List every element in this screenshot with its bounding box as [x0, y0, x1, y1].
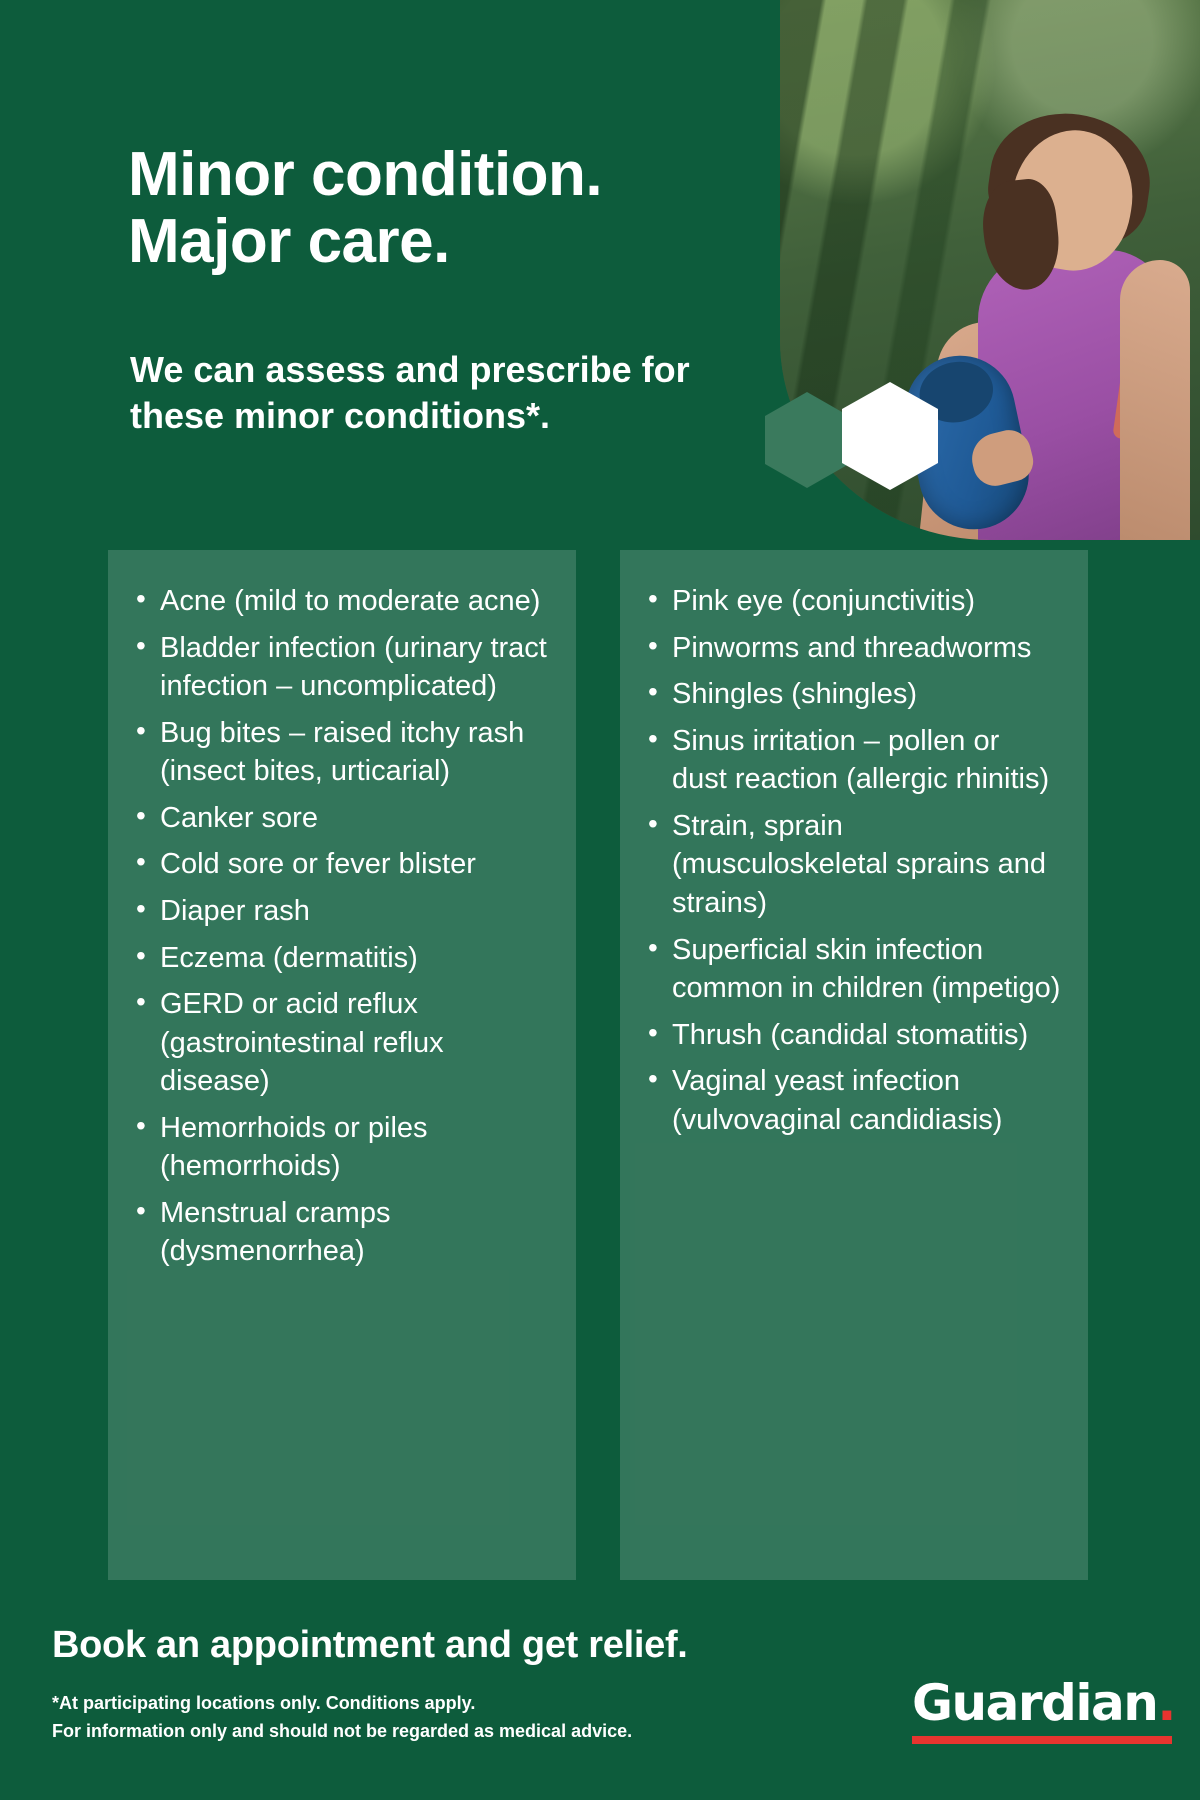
list-item: • Bladder infection (urinary tract infection – uncomplicated): [160, 629, 550, 706]
conditions-panel-left: [108, 550, 576, 1580]
person-right-arm: [1120, 260, 1190, 540]
brand-logo-text: [912, 1674, 1175, 1732]
cta-text: Book an appointment and get relief.: [52, 1624, 688, 1666]
list-item: • Superficial skin infection common in children (impetigo): [672, 931, 1062, 1008]
headline-line-1: Minor condition.: [128, 140, 603, 209]
list-item: • Pink eye (conjunctivitis): [672, 582, 1062, 621]
headline-line-2: Major care.: [128, 206, 450, 276]
list-item: • GERD or acid reflux (gastrointestinal reflux disease): [160, 985, 550, 1101]
list-item: • Acne (mild to moderate acne): [160, 582, 550, 621]
list-item: • Shingles (shingles): [672, 675, 1062, 714]
conditions-panel-right: [620, 550, 1088, 1580]
disclaimer: [52, 1690, 632, 1746]
brand-logo-name: Guardian: [912, 1674, 1158, 1732]
list-item: • Canker sore: [160, 799, 550, 838]
brand-logo: [912, 1674, 1175, 1744]
list-item: • Thrush (candidal stomatitis): [672, 1016, 1062, 1055]
brand-logo-underline: [912, 1736, 1172, 1744]
brand-logo-dot: .: [1157, 1674, 1175, 1732]
list-item: • Bug bites – raised itchy rash (insect bites, urticarial): [160, 714, 550, 791]
list-item: • Vaginal yeast infection (vulvovaginal candidiasis): [672, 1062, 1062, 1139]
page-subtitle: We can assess and prescribe for these minor conditions*.: [130, 349, 690, 437]
conditions-list-right: [646, 582, 1062, 1139]
disclaimer-line-2: For information only and should not be regarded as medical advice.: [52, 1720, 633, 1741]
conditions-list-left: [134, 582, 550, 1271]
list-item: • Strain, sprain (musculoskeletal sprains and strains): [672, 807, 1062, 923]
list-item: • Eczema (dermatitis): [160, 939, 550, 978]
list-item: • Cold sore or fever blister: [160, 845, 550, 884]
list-item: • Hemorrhoids or piles (hemorrhoids): [160, 1109, 550, 1186]
list-item: • Sinus irritation – pollen or dust reaction (allergic rhinitis): [672, 722, 1062, 799]
photo-person: [890, 120, 1190, 540]
list-item: • Menstrual cramps (dysmenorrhea): [160, 1194, 550, 1271]
page-title: [128, 142, 602, 276]
list-item: • Pinworms and threadworms: [672, 629, 1062, 668]
list-item: • Diaper rash: [160, 892, 550, 931]
disclaimer-line-1: *At participating locations only. Conditions apply.: [52, 1693, 476, 1713]
